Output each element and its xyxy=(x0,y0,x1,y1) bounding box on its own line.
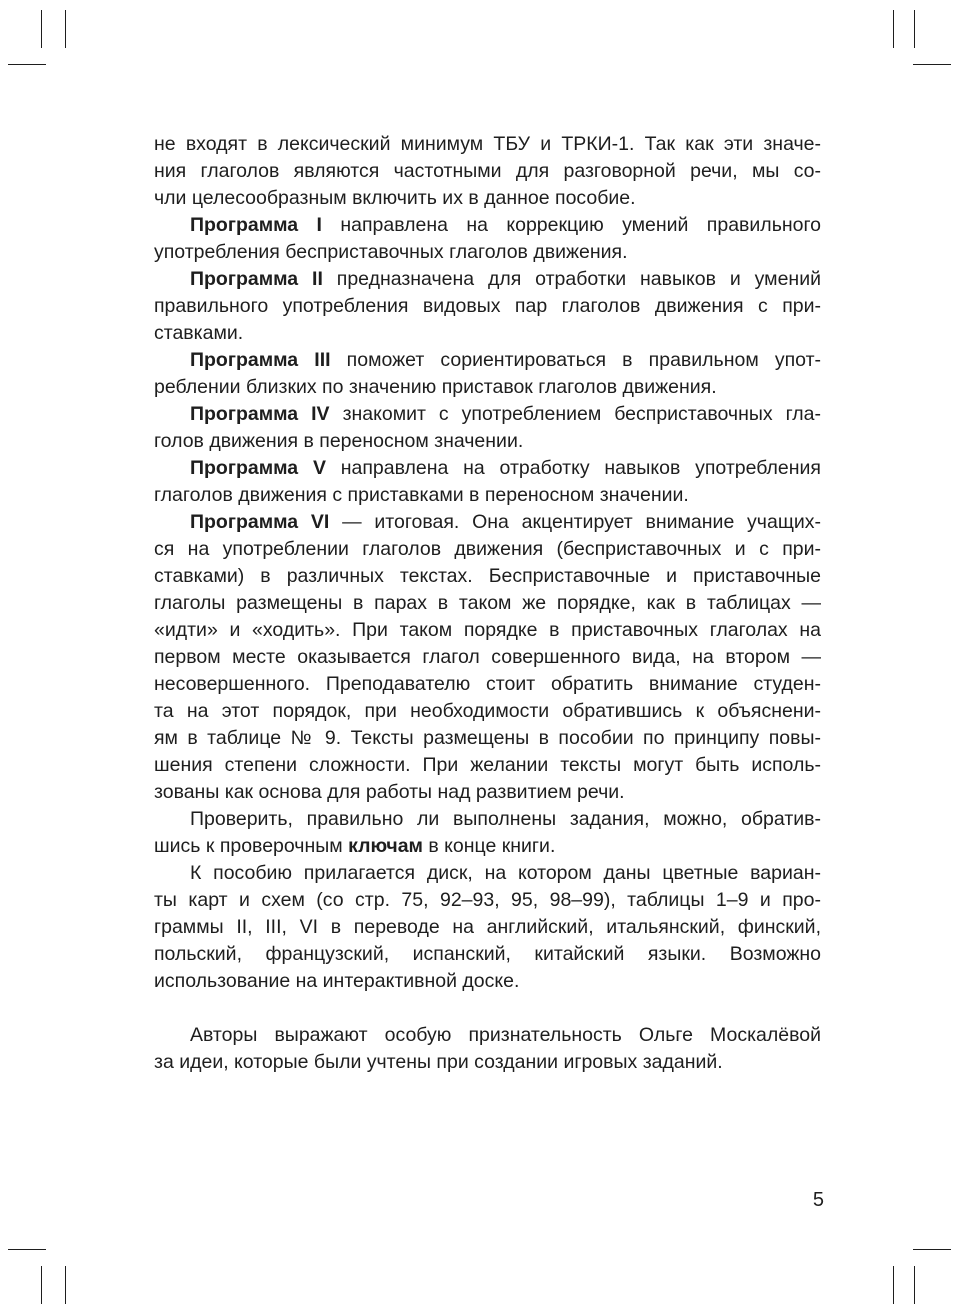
text-line xyxy=(154,1022,821,1049)
text-run: не входят в лексический минимум ТБУ и ТРКИ-1. Так как эти значе- xyxy=(154,133,821,155)
text-line xyxy=(154,752,821,779)
text-line xyxy=(154,131,821,158)
text-run: ям в таблице № 9. Тексты размещены в пособии по принципу повы- xyxy=(154,727,821,749)
paragraph xyxy=(154,455,821,509)
text-line xyxy=(154,941,821,968)
text-run: поможет сориентироваться в правильном упот- xyxy=(330,349,822,371)
text-line xyxy=(154,698,821,725)
crop-mark-top-right-outer xyxy=(914,10,915,48)
crop-mark-bottom-right-outer xyxy=(914,1266,915,1304)
bold-term: Программа I xyxy=(190,214,322,236)
text-line xyxy=(154,374,821,401)
bold-term: ключам xyxy=(348,835,423,857)
text-line xyxy=(154,833,821,860)
crop-mark-top-left-horizontal xyxy=(8,64,46,65)
paragraph xyxy=(154,131,821,212)
text-run: зованы как основа для работы над развитием речи. xyxy=(154,781,625,803)
text-run: употребления бесприставочных глаголов движения. xyxy=(154,241,628,263)
text-line xyxy=(154,617,821,644)
text-run: знакомит с употреблением бесприставочных гла- xyxy=(329,403,822,425)
text-line xyxy=(154,590,821,617)
text-line xyxy=(154,887,821,914)
text-run: «идти» и «ходить». При таком порядке в приставочных глаголах на xyxy=(154,619,821,641)
text-run: ставками. xyxy=(154,322,244,344)
text-run: Проверить, правильно ли выполнены задания, можно, обратив- xyxy=(190,808,821,830)
paragraph xyxy=(154,509,821,806)
text-run: граммы II, III, VI в переводе на английский, итальянский, финский, xyxy=(154,916,821,938)
text-run: предназначена для отработки навыков и умений xyxy=(322,268,821,290)
text-run: Авторы выражают особую признательность Ольге Москалёвой xyxy=(190,1024,821,1046)
text-line xyxy=(154,536,821,563)
text-run: — итоговая. Она акцентирует внимание учащих- xyxy=(329,511,821,533)
text-run: за идеи, которые были учтены при создании игровых заданий. xyxy=(154,1051,723,1073)
paragraph-spacer xyxy=(154,995,821,1022)
text-run: ния глаголов являются частотными для разговорной речи, мы со- xyxy=(154,160,821,182)
text-run: та на этот порядок, при необходимости обратившись к объяснени- xyxy=(154,700,821,722)
text-line xyxy=(154,860,821,887)
text-run: реблении близких по значению приставок глаголов движения. xyxy=(154,376,717,398)
text-line xyxy=(154,455,821,482)
bold-term: Программа IV xyxy=(190,403,330,425)
crop-mark-top-right-inner xyxy=(893,10,894,48)
text-line xyxy=(154,401,821,428)
text-line xyxy=(154,806,821,833)
text-run: К пособию прилагается диск, на котором даны цветные вариан- xyxy=(190,862,821,884)
text-run: направлена на коррекцию умений правильного xyxy=(321,214,821,236)
text-line xyxy=(154,212,821,239)
text-run: несовершенного. Преподавателю стоит обратить внимание студен- xyxy=(154,673,821,695)
text-line xyxy=(154,968,821,995)
paragraph xyxy=(154,347,821,401)
text-line xyxy=(154,1049,821,1076)
text-line xyxy=(154,671,821,698)
text-run: в конце книги. xyxy=(422,835,556,857)
crop-mark-top-left-outer xyxy=(41,10,42,48)
text-line xyxy=(154,239,821,266)
text-line xyxy=(154,563,821,590)
paragraph xyxy=(154,212,821,266)
text-run: ставками) в различных текстах. Бесприставочные и приставочные xyxy=(154,565,821,587)
text-run: шись к проверочным xyxy=(154,835,349,857)
crop-mark-bottom-left-outer xyxy=(41,1266,42,1304)
bold-term: Программа V xyxy=(190,457,326,479)
text-run: ся на употреблении глаголов движения (бесприставочных и с при- xyxy=(154,538,821,560)
text-line xyxy=(154,482,821,509)
text-run: первом месте оказывается глагол совершенного вида, на втором — xyxy=(154,646,821,668)
text-line xyxy=(154,347,821,374)
paragraph xyxy=(154,860,821,995)
bold-term: Программа III xyxy=(190,349,331,371)
crop-mark-top-left-inner xyxy=(65,10,66,48)
crop-mark-bottom-left-inner xyxy=(65,1266,66,1304)
page-body-text xyxy=(154,131,821,1076)
text-line xyxy=(154,725,821,752)
text-line xyxy=(154,779,821,806)
text-run: ты карт и схем (со стр. 75, 92–93, 95, 98–99), таблицы 1–9 и про- xyxy=(154,889,821,911)
text-run: правильного употребления видовых пар глаголов движения с при- xyxy=(154,295,821,317)
text-run: направлена на отработку навыков употребления xyxy=(325,457,821,479)
text-line xyxy=(154,644,821,671)
paragraph xyxy=(154,401,821,455)
text-run: чли целесообразным включить их в данное пособие. xyxy=(154,187,636,209)
bold-term: Программа II xyxy=(190,268,323,290)
text-run: глаголы размещены в парах в таком же порядке, как в таблицах — xyxy=(154,592,821,614)
paragraph xyxy=(154,1022,821,1076)
text-line xyxy=(154,293,821,320)
paragraph xyxy=(154,806,821,860)
crop-mark-top-right-horizontal xyxy=(913,64,951,65)
text-line xyxy=(154,266,821,293)
text-line xyxy=(154,158,821,185)
paragraph xyxy=(154,266,821,347)
text-line xyxy=(154,185,821,212)
text-line xyxy=(154,428,821,455)
crop-mark-bottom-right-horizontal xyxy=(913,1249,951,1250)
crop-mark-bottom-right-inner xyxy=(893,1266,894,1304)
text-run: польский, французский, испанский, китайский языки. Возможно xyxy=(154,943,821,965)
text-run: шения степени сложности. При желании тексты могут быть исполь- xyxy=(154,754,821,776)
page-number: 5 xyxy=(812,1189,824,1211)
text-line xyxy=(154,914,821,941)
text-line xyxy=(154,320,821,347)
text-run: глаголов движения с приставками в переносном значении. xyxy=(154,484,689,506)
text-run: голов движения в переносном значении. xyxy=(154,430,524,452)
text-run: использование на интерактивной доске. xyxy=(154,970,520,992)
crop-mark-bottom-left-horizontal xyxy=(8,1249,46,1250)
text-line xyxy=(154,509,821,536)
bold-term: Программа VI xyxy=(190,511,330,533)
